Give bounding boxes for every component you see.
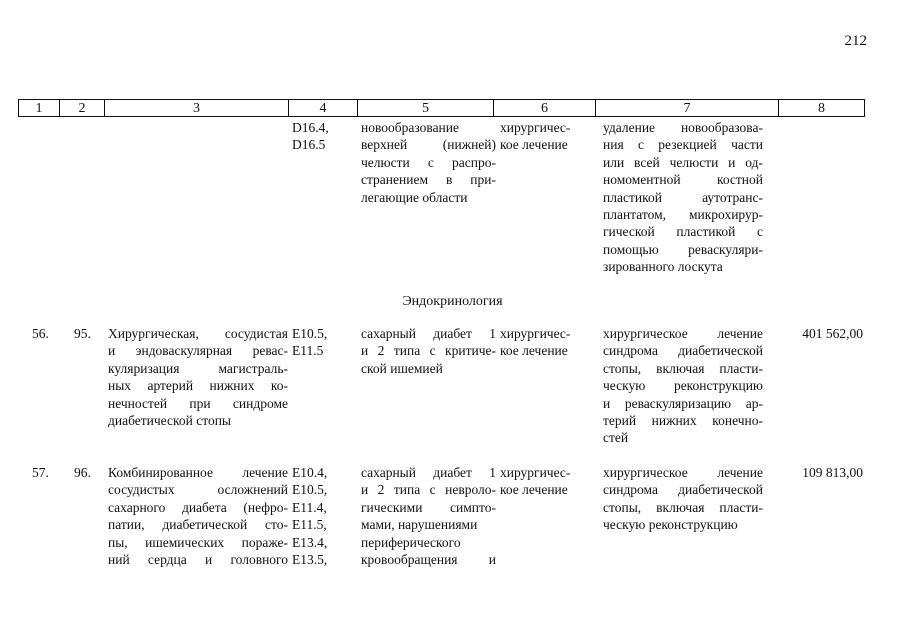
continuation-method-line: или всей челюсти и од- [603,154,763,170]
section-title: Эндокринология [402,294,503,309]
continuation-condition [361,119,496,206]
continuation-method-line: пластикой аутотранс- [603,189,763,205]
row-57-care-type-line: патии, диабетической сто- [108,517,288,533]
row-56-care-type-line: и эндоваскулярная ревас- [108,343,288,359]
row-57-method-line: ческую реконструкцию [603,517,738,533]
continuation-method-line: помощью реваскуляри- [603,241,763,257]
row-57-icd-codes [292,464,352,568]
row-57-method-line: хирургическое лечение [603,465,763,480]
continuation-method-line: номоментной костной [603,172,763,188]
row-57-icd-codes-line: E11.5, [292,517,327,533]
row-56-method-line: терий нижних конечно- [603,413,763,429]
column-header-8: 8 [779,100,865,117]
row-57-condition-line: кровообращения и [361,552,496,568]
continuation-method [603,119,763,276]
row-57-treatment-type-line: кое лечение [500,482,568,498]
row-56-icd-codes-line: E10.5, [292,326,328,341]
continuation-method-line: зированного лоскута [603,259,723,275]
row-56-method-line: ческую реконструкцию [603,378,763,394]
row-56-condition [361,325,496,377]
row-57-condition-line: и 2 типа с невроло- [361,482,496,498]
row-57-care-type-line: пы, ишемических пораже- [108,534,288,550]
continuation-icd-codes [292,119,352,154]
column-header-3: 3 [105,100,289,117]
row-57-icd-codes-line: E10.4, [292,465,328,480]
row-56-care-type [108,325,288,429]
row-57-cost: 109 813,00 [802,465,863,480]
column-header-row [19,100,865,117]
row-56-cost: 401 562,00 [802,326,863,341]
continuation-method-line: гической пластикой с [603,224,763,240]
row-57-care-type [108,464,288,568]
row-57-condition-line: периферического [361,534,461,550]
row-57-care-type-line: сахарного диабета (нефро- [108,499,288,515]
column-header-1: 1 [19,100,60,117]
row-56-method [603,325,763,447]
row-56-care-type-line: ных артерий нижних ко- [108,378,288,394]
continuation-icd-codes-line: D16.5 [292,137,326,153]
continuation-treatment-type-line: кое лечение [500,137,568,153]
continuation-condition-line: новообразование [361,120,460,135]
page-number: 212 [844,33,867,49]
column-header-2: 2 [60,100,105,117]
row-56-care-type-line: куляризация магистраль- [108,360,288,376]
row-56-care-type-line: диабетической стопы [108,413,231,429]
row-57-care-type-line: сосудистых осложнений [108,482,288,498]
continuation-condition-line: челюсти с распро- [361,154,496,170]
row-57-method-line: стопы, включая пласти- [603,499,763,515]
continuation-condition-line: легающие области [361,189,468,205]
row-57-icd-codes-line: E13.5, [292,552,328,568]
row-56-method-line: синдрома диабетической [603,343,763,359]
continuation-method-line: ния с резекцией части [603,137,763,153]
continuation-method-line: плантатом, микрохирур- [603,207,763,223]
row-57-icd-codes-line: E13.4, [292,534,328,550]
row-57-treatment-type [500,464,590,499]
row-57-group-number: 96. [74,465,91,480]
row-57-condition [361,464,496,568]
row-56-condition-line: сахарный диабет 1 [361,326,496,341]
continuation-method-line: удаление новообразова- [603,120,763,135]
row-56-number: 56. [32,326,49,341]
continuation-condition-line: странением в при- [361,172,496,188]
continuation-treatment-type [500,119,590,154]
column-header-5: 5 [358,100,494,117]
row-57-treatment-type-line: хирургичес- [500,465,571,480]
row-57-method-line: синдрома диабетической [603,482,763,498]
row-56-condition-line: ской ишемией [361,360,443,376]
row-56-treatment-type-line: хирургичес- [500,326,571,341]
continuation-icd-codes-line: D16.4, [292,120,329,135]
row-56-method-line: стей [603,430,629,446]
row-56-treatment-type [500,325,590,360]
column-header-7: 7 [596,100,779,117]
continuation-condition-line: верхней (нижней) [361,137,496,153]
column-header-4: 4 [289,100,358,117]
row-56-icd-codes [292,325,352,360]
row-56-icd-codes-line: E11.5 [292,343,324,359]
column-header-table [18,99,865,117]
row-56-condition-line: и 2 типа с критиче- [361,343,496,359]
row-57-number: 57. [32,465,49,480]
row-57-icd-codes-line: E11.4, [292,499,327,515]
row-57-method [603,464,763,534]
row-56-method-line: стопы, включая пласти- [603,360,763,376]
row-57-condition-line: мами, нарушениями [361,517,478,533]
row-57-care-type-line: ний сердца и головного [108,552,288,568]
row-56-group-number: 95. [74,326,91,341]
row-56-care-type-line: нечностей при синдроме [108,395,288,411]
row-56-method-line: хирургическое лечение [603,326,763,341]
row-56-care-type-line: Хирургическая, сосудистая [108,326,288,341]
row-57-condition-line: гическими симпто- [361,499,496,515]
row-57-condition-line: сахарный диабет 1 [361,465,496,480]
continuation-treatment-type-line: хирургичес- [500,120,571,135]
row-56-treatment-type-line: кое лечение [500,343,568,359]
row-56-method-line: и реваскуляризацию ар- [603,395,763,411]
row-57-icd-codes-line: E10.5, [292,482,328,498]
row-57-care-type-line: Комбинированное лечение [108,465,288,480]
column-header-6: 6 [494,100,596,117]
